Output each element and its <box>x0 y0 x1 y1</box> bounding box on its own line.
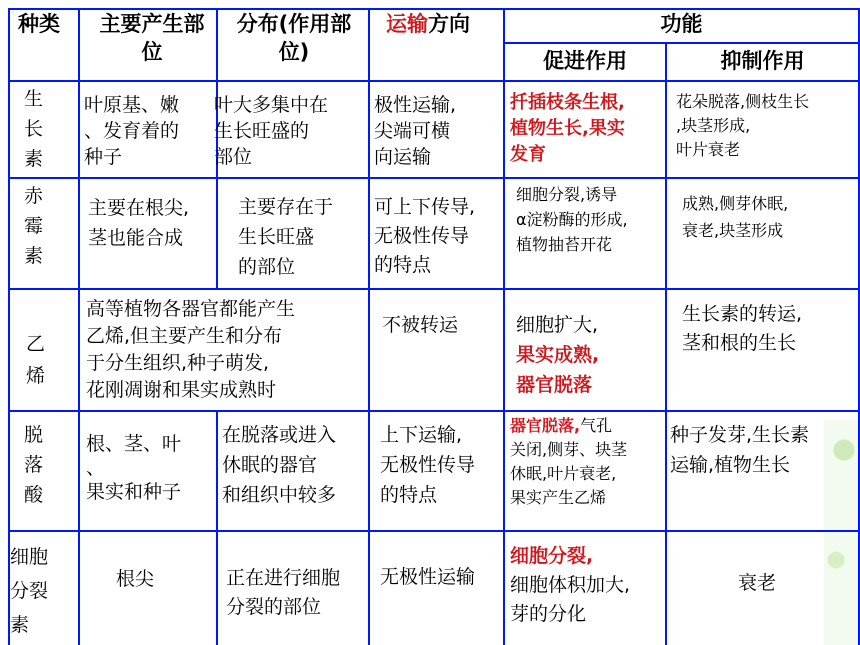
header-transport-rest: 方向 <box>428 12 470 36</box>
header-inhibit: 抑制作用 <box>720 49 805 73</box>
row-ethylene-promote-black: 细胞扩大, <box>516 314 599 336</box>
row-gibberellin-transport: 可上下传导, 无极性传导 的特点 <box>374 196 476 276</box>
row-abscisic-inhibit: 种子发芽,生长素 运输,植物生长 <box>670 424 810 476</box>
header-kind: 种类 <box>18 12 60 36</box>
header-promote: 促进作用 <box>543 49 627 73</box>
row-auxin-distribution: 叶大多集中在 生长旺盛的 部位 <box>214 94 329 168</box>
row-auxin-name: 生 长 素 <box>24 88 44 170</box>
row-gibberellin-inhibit: 成熟,侧芽休眠, 衰老,块茎形成 <box>682 194 789 240</box>
header-function: 功能 <box>660 12 703 36</box>
row-ethylene-promote <box>516 310 599 400</box>
row-abscisic-distribution: 在脱落或进入 休眠的器官 和组织中较多 <box>222 424 337 506</box>
header-transport-red: 运输 <box>386 12 428 36</box>
row-gibberellin-distribution: 主要存在于 生长旺盛 的部位 <box>238 196 334 278</box>
row-cytokinin-inhibit: 衰老 <box>738 572 777 594</box>
row-abscisic-promote-red: 器官脱落, <box>510 416 581 435</box>
row-cytokinin-promote-rest: 细胞体积加大, 芽的分化 <box>510 574 631 625</box>
row-cytokinin-transport: 无极性运输 <box>380 566 476 588</box>
row-auxin-transport: 极性运输, 尖端可横 向运输 <box>374 94 457 168</box>
row-auxin-inhibit: 花朵脱落,侧枝生长 ,块茎形成, 叶片衰老 <box>676 92 810 159</box>
row-abscisic-promote <box>510 414 627 510</box>
row-gibberellin-name: 赤 霉 素 <box>24 185 44 267</box>
background-decoration <box>824 420 860 645</box>
row-abscisic-promote-rest: 气孔 关闭,侧芽、块茎 休眠,叶片衰老, 果实产生乙烯 <box>510 416 628 507</box>
row-abscisic-name: 脱 落 酸 <box>24 424 44 506</box>
row-gibberellin-source: 主要在根尖, 茎也能合成 <box>88 197 190 249</box>
row-abscisic-source: 根、茎、叶 、 果实和种子 <box>86 433 182 503</box>
row-cytokinin-promote <box>510 542 630 629</box>
header-transport <box>386 10 470 38</box>
header-source: 主要产生部 位 <box>99 12 205 64</box>
row-ethylene-source: 高等植物各器官都能产生 乙烯,但主要产生和分布 于分生组织,种子萌发, 花刚凋谢和果实成熟时 <box>86 298 296 401</box>
row-abscisic-transport: 上下运输, 无极性传导 的特点 <box>380 424 476 506</box>
row-cytokinin-promote-red: 细胞分裂, <box>510 545 594 567</box>
row-ethylene-transport: 不被转运 <box>382 314 459 336</box>
row-auxin-promote: 扦插枝条生根, 植物生长,果实 发育 <box>510 92 625 165</box>
row-ethylene-name: 乙 烯 <box>26 333 46 387</box>
header-distribution: 分布(作用部 位) <box>236 12 352 64</box>
row-cytokinin-name: 细胞 分裂 素 <box>10 546 49 636</box>
row-auxin-source: 叶原基、嫩 、发育着的 种子 <box>84 94 180 168</box>
row-gibberellin-promote: 细胞分裂,诱导 α淀粉酶的形成, 植物抽苔开花 <box>516 185 628 254</box>
row-cytokinin-distribution: 正在进行细胞 分裂的部位 <box>226 567 341 618</box>
row-cytokinin-source: 根尖 <box>116 568 155 590</box>
row-ethylene-promote-red: 果实成熟, 器官脱落 <box>516 344 600 396</box>
row-ethylene-inhibit: 生长素的转运, 茎和根的生长 <box>682 303 803 354</box>
